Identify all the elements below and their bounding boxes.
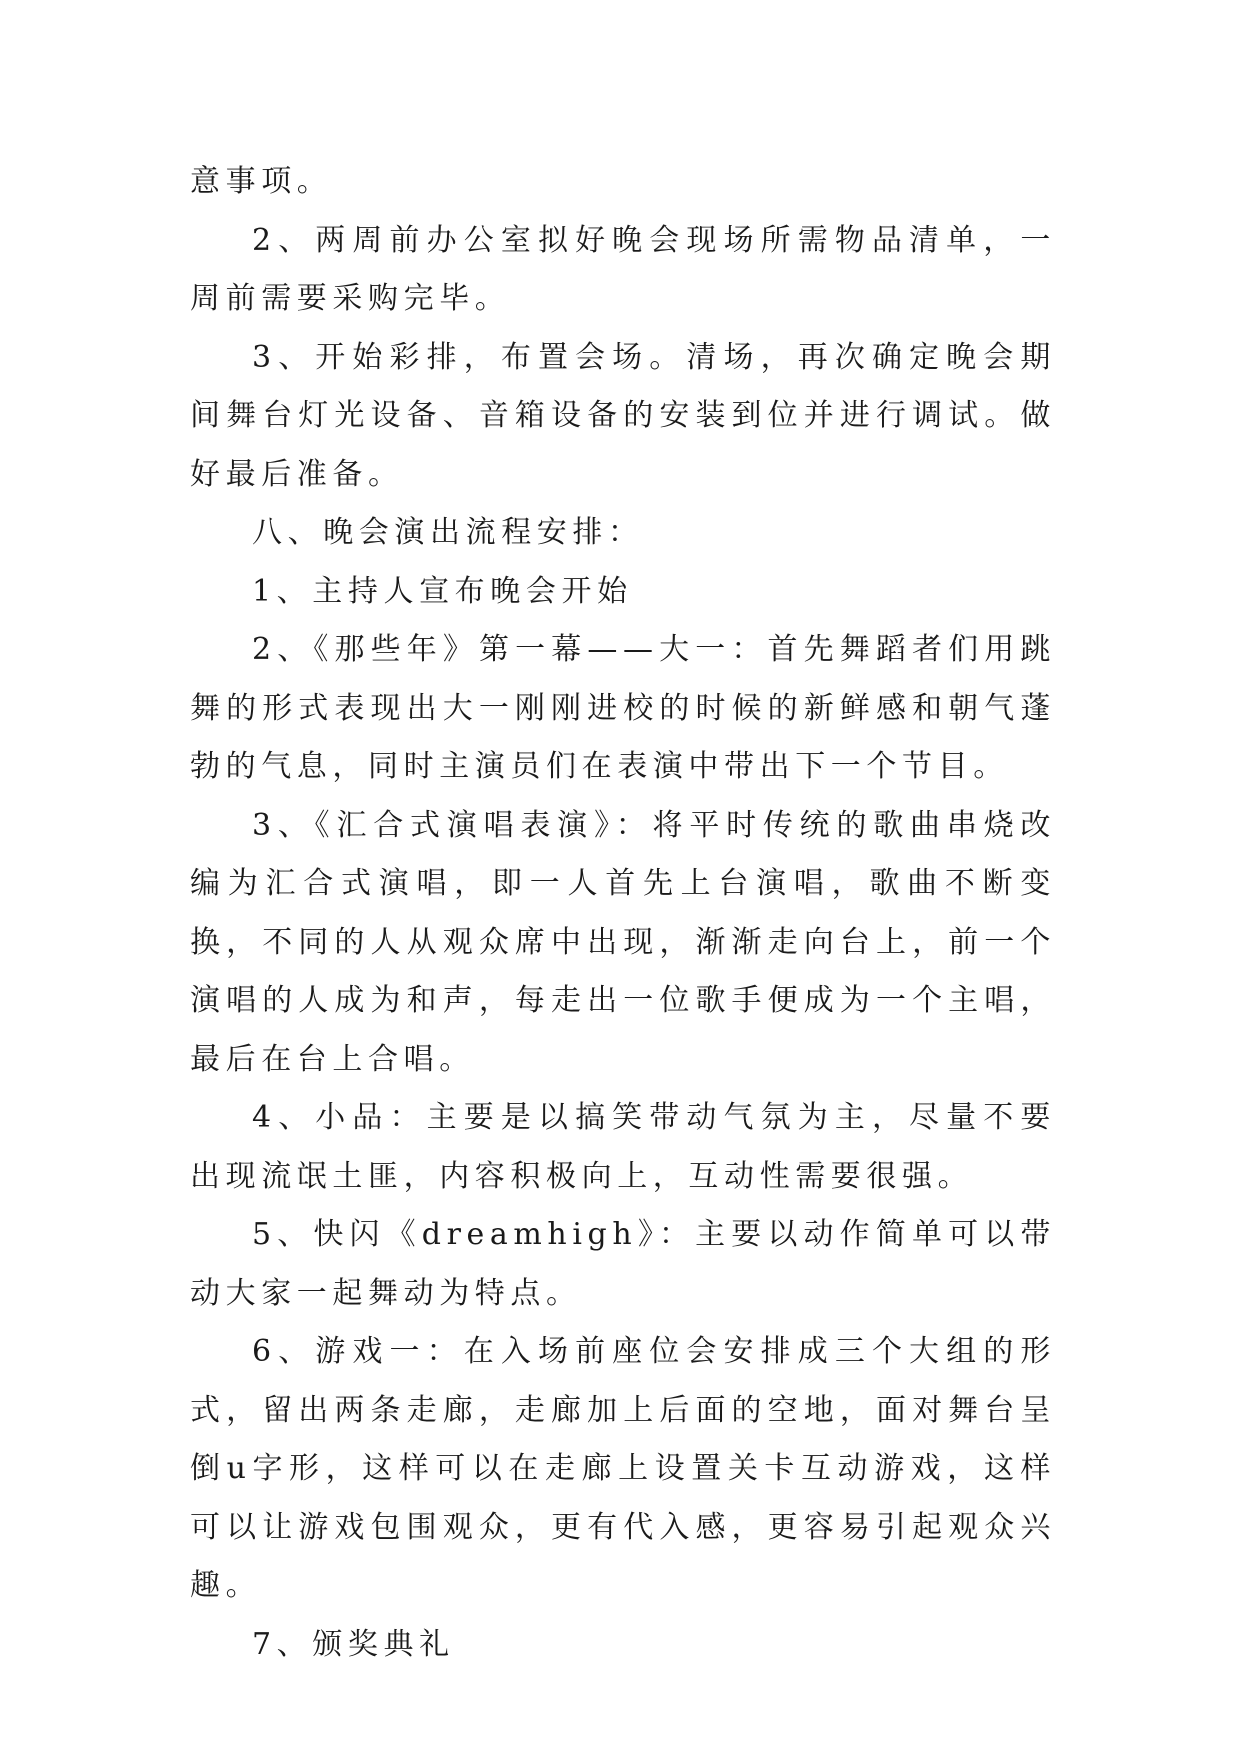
flow-item-5: 5、快闪《dreamhigh》：主要以动作简单可以带动大家一起舞动为特点。 (190, 1217, 1056, 1311)
flow-item-4: 4、小品：主要是以搞笑带动气氛为主，尽量不要出现流氓土匪，内容积极向上，互动性需要很强。 (190, 1100, 1056, 1194)
flow-item-6: 6、游戏一：在入场前座位会安排成三个大组的形式，留出两条走廊，走廊加上后面的空地，面对舞台呈倒u字形，这样可以在走廊上设置关卡互动游戏，这样可以让游戏包围观众，更有代入感，更容易引起观众兴趣。 (190, 1334, 1056, 1603)
paragraph-item-2: 2、两周前办公室拟好晚会现场所需物品清单，一周前需要采购完毕。 (190, 222, 1056, 316)
flow-item-3: 3、《汇合式演唱表演》：将平时传统的歌曲串烧改编为汇合式演唱，即一人首先上台演唱，歌曲不断变换，不同的人从观众席中出现，渐渐走向台上，前一个演唱的人成为和声，每走出一位歌手便成为一个主唱，最后在台上合唱。 (190, 807, 1056, 1077)
flow-item-2: 2、《那些年》第一幕——大一：首先舞蹈者们用跳舞的形式表现出大一刚刚进校的时候的新鲜感和朝气蓬勃的气息，同时主演员们在表演中带出下一个节目。 (190, 632, 1056, 784)
section-heading-eight: 八、晚会演出流程安排： (252, 515, 644, 550)
paragraph-item-3: 3、开始彩排，布置会场。清场，再次确定晚会期间舞台灯光设备、音箱设备的安装到位并进行调试。做好最后准备。 (190, 339, 1056, 492)
flow-item-1: 1、主持人宣布晚会开始 (252, 573, 633, 609)
document-body (190, 153, 1056, 1674)
paragraph-continuation: 意事项。 (190, 164, 333, 199)
flow-item-7: 7、颁奖典礼 (252, 1626, 455, 1662)
